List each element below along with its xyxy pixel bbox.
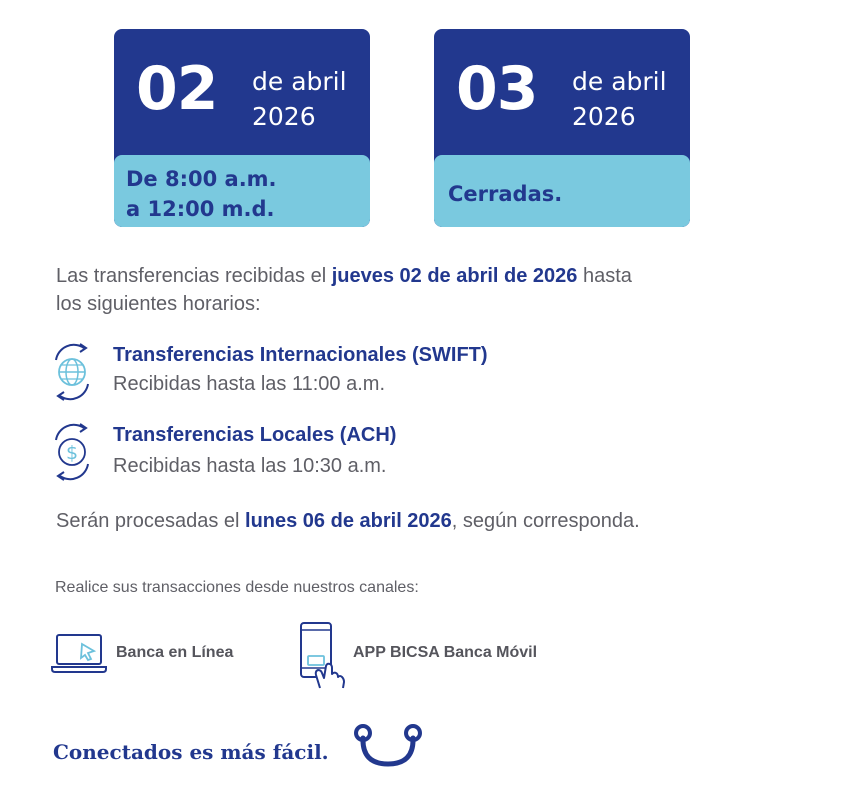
card-day: 03 xyxy=(456,54,538,124)
swift-title: Transferencias Internacionales (SWIFT) xyxy=(113,344,488,366)
card-hours-start: De 8:00 a.m. xyxy=(126,167,277,191)
card-status: Cerradas. xyxy=(448,182,563,206)
card-status-panel xyxy=(434,155,690,227)
globe-exchange-icon xyxy=(50,340,94,404)
swift-detail: Recibidas hasta las 11:00 a.m. xyxy=(113,373,386,395)
intro-date: jueves 02 de abril de 2026 xyxy=(331,265,578,287)
card-month: de abril xyxy=(572,67,667,96)
ach-detail: Recibidas hasta las 10:30 a.m. xyxy=(113,455,387,477)
dollar-exchange-icon xyxy=(50,420,94,484)
svg-text:$: $ xyxy=(65,442,79,464)
card-month: de abril xyxy=(252,67,347,96)
card-year: 2026 xyxy=(252,102,316,131)
card-year: 2026 xyxy=(572,102,636,131)
card-hours-end: a 12:00 m.d. xyxy=(126,197,275,221)
processed-text-end: , según corresponda. xyxy=(451,510,640,532)
card-day: 02 xyxy=(136,54,218,124)
laptop-icon xyxy=(50,631,108,675)
intro-text: Las transferencias recibidas el xyxy=(56,265,332,287)
channel-online-banking: Banca en Línea xyxy=(116,644,234,661)
processed-text: Serán procesadas el xyxy=(56,510,246,532)
channels-intro: Realice sus transacciones desde nuestros canales: xyxy=(55,579,419,596)
date-card-april-02 xyxy=(114,29,370,227)
processed-paragraph xyxy=(56,510,640,533)
channel-mobile-app: APP BICSA Banca Móvil xyxy=(353,644,538,661)
card-hours-panel xyxy=(114,155,370,227)
date-card-april-03 xyxy=(434,29,690,227)
processed-date: lunes 06 de abril 2026 xyxy=(245,510,452,532)
intro-paragraph xyxy=(56,262,786,318)
footer-tagline: Conectados es más fácil. xyxy=(53,740,329,764)
mobile-phone-icon xyxy=(296,620,352,692)
connector-logo-icon xyxy=(352,722,424,772)
intro-text-end: hasta xyxy=(577,265,632,287)
intro-text-line2: los siguientes horarios: xyxy=(56,293,261,315)
ach-title: Transferencias Locales (ACH) xyxy=(113,424,397,446)
